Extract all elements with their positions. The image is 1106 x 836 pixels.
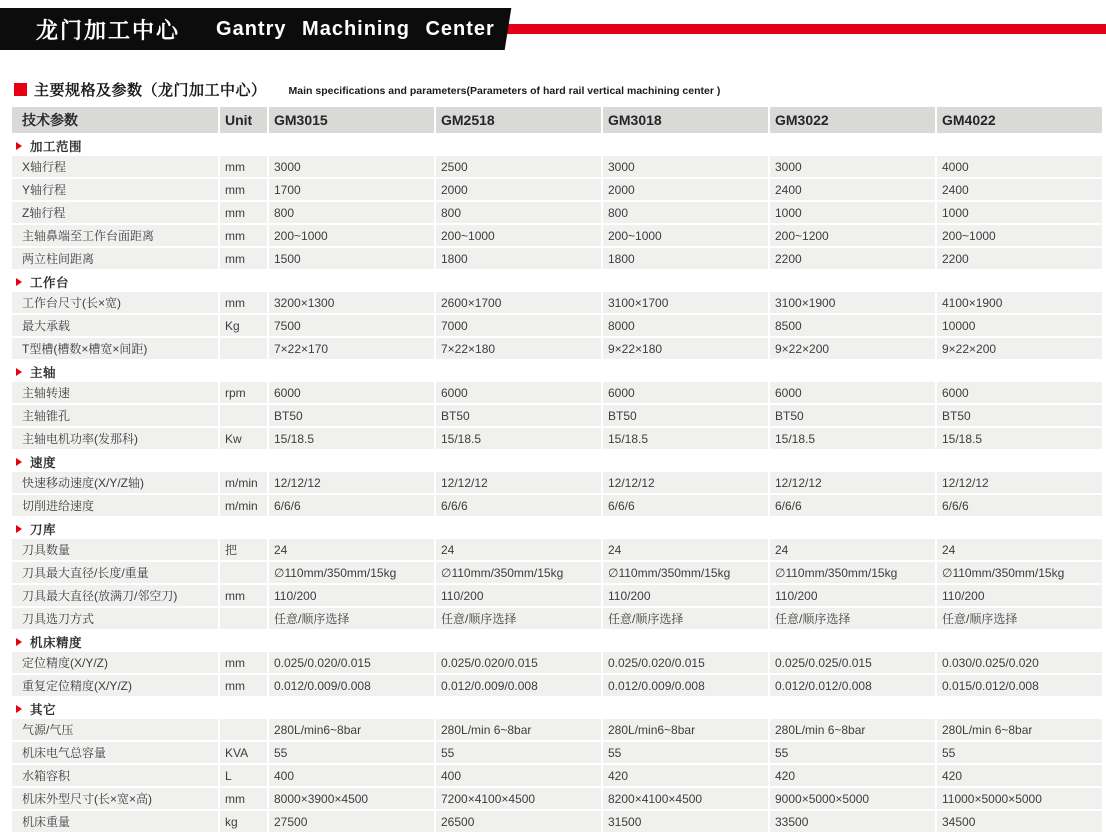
value-cell: 8000×3900×4500 xyxy=(269,788,434,809)
value-cell: 任意/顺序选择 xyxy=(770,608,935,629)
parameter-cell: 定位精度(X/Y/Z) xyxy=(12,652,218,673)
section-row xyxy=(12,361,1102,382)
table-row xyxy=(12,585,1102,606)
section-arrow-icon xyxy=(16,638,22,646)
value-cell: 110/200 xyxy=(603,585,768,606)
unit-cell: m/min xyxy=(220,472,267,493)
unit-cell: 把 xyxy=(220,539,267,560)
value-cell: 110/200 xyxy=(937,585,1102,606)
value-cell: 200~1200 xyxy=(770,225,935,246)
section-title: 其它 xyxy=(30,702,57,717)
value-cell: 9×22×200 xyxy=(770,338,935,359)
value-cell: 6/6/6 xyxy=(603,495,768,516)
value-cell: 7×22×180 xyxy=(436,338,601,359)
value-cell: 6000 xyxy=(603,382,768,403)
value-cell: 24 xyxy=(436,539,601,560)
section-title: 工作台 xyxy=(30,275,70,290)
unit-cell: L xyxy=(220,765,267,786)
value-cell: 800 xyxy=(269,202,434,223)
section-arrow-icon xyxy=(16,525,22,533)
value-cell: 12/12/12 xyxy=(770,472,935,493)
table-row xyxy=(12,156,1102,177)
heading-zh: 主要规格及参数（龙门加工中心） xyxy=(34,82,267,99)
parameter-cell: Y轴行程 xyxy=(12,179,218,200)
parameter-cell: 主轴电机功率(发那科) xyxy=(12,428,218,449)
value-cell: 15/18.5 xyxy=(770,428,935,449)
section-heading xyxy=(14,81,1106,98)
table-row xyxy=(12,562,1102,583)
table-row xyxy=(12,382,1102,403)
unit-cell: Kw xyxy=(220,428,267,449)
value-cell: 15/18.5 xyxy=(937,428,1102,449)
value-cell: 15/18.5 xyxy=(603,428,768,449)
section-row xyxy=(12,135,1102,156)
value-cell: 2000 xyxy=(436,179,601,200)
specifications-table xyxy=(12,107,1102,832)
value-cell: ∅110mm/350mm/15kg xyxy=(436,562,601,583)
table-row xyxy=(12,788,1102,809)
value-cell: 3100×1900 xyxy=(770,292,935,313)
value-cell: 33500 xyxy=(770,811,935,832)
value-cell: ∅110mm/350mm/15kg xyxy=(770,562,935,583)
unit-cell xyxy=(220,562,267,583)
unit-cell: mm xyxy=(220,585,267,606)
value-cell: 2000 xyxy=(603,179,768,200)
value-cell: 280L/min 6~8bar xyxy=(770,719,935,740)
parameter-cell: 机床外型尺寸(长×宽×高) xyxy=(12,788,218,809)
header-model-gm3022: GM3022 xyxy=(770,107,935,133)
value-cell: BT50 xyxy=(770,405,935,426)
value-cell: 55 xyxy=(937,742,1102,763)
table-row xyxy=(12,315,1102,336)
unit-cell: Kg xyxy=(220,315,267,336)
value-cell: 200~1000 xyxy=(937,225,1102,246)
value-cell: 55 xyxy=(603,742,768,763)
table-row xyxy=(12,472,1102,493)
value-cell: BT50 xyxy=(937,405,1102,426)
table-row xyxy=(12,608,1102,629)
table-row xyxy=(12,675,1102,696)
unit-cell xyxy=(220,338,267,359)
unit-cell: mm xyxy=(220,202,267,223)
value-cell: 2200 xyxy=(937,248,1102,269)
header-model-gm3015: GM3015 xyxy=(269,107,434,133)
unit-cell: mm xyxy=(220,248,267,269)
value-cell: 8000 xyxy=(603,315,768,336)
unit-cell: mm xyxy=(220,292,267,313)
value-cell: 0.025/0.020/0.015 xyxy=(269,652,434,673)
value-cell: 9×22×200 xyxy=(937,338,1102,359)
value-cell: 6000 xyxy=(269,382,434,403)
value-cell: 3000 xyxy=(770,156,935,177)
value-cell: 27500 xyxy=(269,811,434,832)
value-cell: 3000 xyxy=(269,156,434,177)
value-cell: 3000 xyxy=(603,156,768,177)
parameter-cell: 刀具最大直径(放满刀/邻空刀) xyxy=(12,585,218,606)
value-cell: 6000 xyxy=(770,382,935,403)
value-cell: 110/200 xyxy=(770,585,935,606)
table-row xyxy=(12,202,1102,223)
value-cell: 2600×1700 xyxy=(436,292,601,313)
value-cell: 11000×5000×5000 xyxy=(937,788,1102,809)
parameter-cell: 最大承载 xyxy=(12,315,218,336)
table-row xyxy=(12,765,1102,786)
value-cell: 280L/min 6~8bar xyxy=(937,719,1102,740)
value-cell: BT50 xyxy=(436,405,601,426)
parameter-cell: 水箱容积 xyxy=(12,765,218,786)
value-cell: 4100×1900 xyxy=(937,292,1102,313)
unit-cell: KVA xyxy=(220,742,267,763)
table-row xyxy=(12,495,1102,516)
red-square-bullet-icon xyxy=(14,83,27,96)
section-arrow-icon xyxy=(16,142,22,150)
value-cell: 420 xyxy=(770,765,935,786)
section-row xyxy=(12,698,1102,719)
parameter-cell: 两立柱间距离 xyxy=(12,248,218,269)
table-row xyxy=(12,811,1102,832)
value-cell: 0.030/0.025/0.020 xyxy=(937,652,1102,673)
value-cell: 200~1000 xyxy=(603,225,768,246)
unit-cell: rpm xyxy=(220,382,267,403)
parameter-cell: 切削进给速度 xyxy=(12,495,218,516)
value-cell: 0.012/0.012/0.008 xyxy=(770,675,935,696)
value-cell: 31500 xyxy=(603,811,768,832)
value-cell: 12/12/12 xyxy=(269,472,434,493)
header-model-gm2518: GM2518 xyxy=(436,107,601,133)
value-cell: 1500 xyxy=(269,248,434,269)
header-model-gm4022: GM4022 xyxy=(937,107,1102,133)
value-cell: 12/12/12 xyxy=(937,472,1102,493)
value-cell: 420 xyxy=(937,765,1102,786)
unit-cell: kg xyxy=(220,811,267,832)
value-cell: 0.025/0.020/0.015 xyxy=(436,652,601,673)
table-row xyxy=(12,539,1102,560)
value-cell: 12/12/12 xyxy=(603,472,768,493)
value-cell: 2500 xyxy=(436,156,601,177)
value-cell: 110/200 xyxy=(436,585,601,606)
section-arrow-icon xyxy=(16,368,22,376)
value-cell: ∅110mm/350mm/15kg xyxy=(603,562,768,583)
banner-title-zh: 龙门加工中心 xyxy=(36,17,181,43)
value-cell: 3100×1700 xyxy=(603,292,768,313)
value-cell: 1000 xyxy=(937,202,1102,223)
section-title: 主轴 xyxy=(30,365,57,380)
value-cell: 6000 xyxy=(436,382,601,403)
value-cell: 800 xyxy=(603,202,768,223)
unit-cell: mm xyxy=(220,225,267,246)
value-cell: 420 xyxy=(603,765,768,786)
heading-en: Main specifications and parameters(Parameters of hard rail vertical machining center ) xyxy=(288,85,721,97)
value-cell: 6/6/6 xyxy=(770,495,935,516)
parameter-cell: 工作台尺寸(长×宽) xyxy=(12,292,218,313)
table-row xyxy=(12,248,1102,269)
value-cell: 1800 xyxy=(603,248,768,269)
section-row xyxy=(12,451,1102,472)
value-cell: 280L/min6~8bar xyxy=(269,719,434,740)
value-cell: 1000 xyxy=(770,202,935,223)
section-arrow-icon xyxy=(16,458,22,466)
parameter-cell: X轴行程 xyxy=(12,156,218,177)
section-arrow-icon xyxy=(16,705,22,713)
value-cell: 7200×4100×4500 xyxy=(436,788,601,809)
value-cell: 34500 xyxy=(937,811,1102,832)
banner-title-en: Gantry Machining Center xyxy=(216,17,495,40)
value-cell: 800 xyxy=(436,202,601,223)
value-cell: ∅110mm/350mm/15kg xyxy=(269,562,434,583)
section-title: 机床精度 xyxy=(30,635,83,650)
parameter-cell: 机床重量 xyxy=(12,811,218,832)
table-row xyxy=(12,338,1102,359)
value-cell: 400 xyxy=(436,765,601,786)
parameter-cell: 重复定位精度(X/Y/Z) xyxy=(12,675,218,696)
table-header-row xyxy=(12,107,1102,133)
value-cell: 7×22×170 xyxy=(269,338,434,359)
value-cell: 24 xyxy=(603,539,768,560)
parameter-cell: 快速移动速度(X/Y/Z轴) xyxy=(12,472,218,493)
value-cell: 9×22×180 xyxy=(603,338,768,359)
table-row xyxy=(12,652,1102,673)
value-cell: 0.025/0.020/0.015 xyxy=(603,652,768,673)
section-title: 加工范围 xyxy=(30,139,83,154)
value-cell: 2200 xyxy=(770,248,935,269)
value-cell: BT50 xyxy=(269,405,434,426)
parameter-cell: 主轴锥孔 xyxy=(12,405,218,426)
value-cell: 15/18.5 xyxy=(269,428,434,449)
value-cell: 7500 xyxy=(269,315,434,336)
value-cell: 2400 xyxy=(937,179,1102,200)
value-cell: 任意/顺序选择 xyxy=(937,608,1102,629)
section-title: 速度 xyxy=(30,455,57,470)
parameter-cell: T型槽(槽数×槽宽×间距) xyxy=(12,338,218,359)
unit-cell: mm xyxy=(220,652,267,673)
value-cell: 24 xyxy=(269,539,434,560)
value-cell: 0.015/0.012/0.008 xyxy=(937,675,1102,696)
value-cell: 55 xyxy=(770,742,935,763)
parameter-cell: 刀具数量 xyxy=(12,539,218,560)
value-cell: 0.025/0.025/0.015 xyxy=(770,652,935,673)
unit-cell xyxy=(220,608,267,629)
table-row xyxy=(12,719,1102,740)
unit-cell: mm xyxy=(220,156,267,177)
value-cell: 0.012/0.009/0.008 xyxy=(603,675,768,696)
value-cell: 200~1000 xyxy=(436,225,601,246)
unit-cell: m/min xyxy=(220,495,267,516)
value-cell: 1800 xyxy=(436,248,601,269)
value-cell: 55 xyxy=(436,742,601,763)
parameter-cell: 刀具选刀方式 xyxy=(12,608,218,629)
value-cell: 任意/顺序选择 xyxy=(603,608,768,629)
value-cell: 4000 xyxy=(937,156,1102,177)
value-cell: 12/12/12 xyxy=(436,472,601,493)
header-model-gm3018: GM3018 xyxy=(603,107,768,133)
unit-cell: mm xyxy=(220,788,267,809)
value-cell: 15/18.5 xyxy=(436,428,601,449)
value-cell: 0.012/0.009/0.008 xyxy=(436,675,601,696)
value-cell: 280L/min6~8bar xyxy=(603,719,768,740)
value-cell: 8200×4100×4500 xyxy=(603,788,768,809)
value-cell: BT50 xyxy=(603,405,768,426)
value-cell: 0.012/0.009/0.008 xyxy=(269,675,434,696)
value-cell: 110/200 xyxy=(269,585,434,606)
value-cell: 6/6/6 xyxy=(937,495,1102,516)
header-parameter: 技术参数 xyxy=(12,107,218,133)
section-arrow-icon xyxy=(16,278,22,286)
value-cell: 9000×5000×5000 xyxy=(770,788,935,809)
value-cell: 1700 xyxy=(269,179,434,200)
value-cell: 10000 xyxy=(937,315,1102,336)
value-cell: 24 xyxy=(937,539,1102,560)
unit-cell xyxy=(220,405,267,426)
section-row xyxy=(12,631,1102,652)
section-row xyxy=(12,518,1102,539)
unit-cell xyxy=(220,719,267,740)
parameter-cell: 刀具最大直径/长度/重量 xyxy=(12,562,218,583)
value-cell: 7000 xyxy=(436,315,601,336)
value-cell: ∅110mm/350mm/15kg xyxy=(937,562,1102,583)
red-stripe-decoration xyxy=(495,24,1106,34)
table-row xyxy=(12,405,1102,426)
value-cell: 任意/顺序选择 xyxy=(269,608,434,629)
page-banner xyxy=(0,0,1106,62)
value-cell: 6000 xyxy=(937,382,1102,403)
table-row xyxy=(12,742,1102,763)
parameter-cell: 气源/气压 xyxy=(12,719,218,740)
value-cell: 26500 xyxy=(436,811,601,832)
parameter-cell: 机床电气总容量 xyxy=(12,742,218,763)
table-row xyxy=(12,179,1102,200)
table-row xyxy=(12,428,1102,449)
value-cell: 200~1000 xyxy=(269,225,434,246)
value-cell: 280L/min 6~8bar xyxy=(436,719,601,740)
value-cell: 24 xyxy=(770,539,935,560)
value-cell: 400 xyxy=(269,765,434,786)
table-row xyxy=(12,225,1102,246)
value-cell: 8500 xyxy=(770,315,935,336)
value-cell: 6/6/6 xyxy=(436,495,601,516)
parameter-cell: 主轴转速 xyxy=(12,382,218,403)
table-row xyxy=(12,292,1102,313)
value-cell: 6/6/6 xyxy=(269,495,434,516)
value-cell: 任意/顺序选择 xyxy=(436,608,601,629)
unit-cell: mm xyxy=(220,675,267,696)
parameter-cell: Z轴行程 xyxy=(12,202,218,223)
value-cell: 2400 xyxy=(770,179,935,200)
header-unit: Unit xyxy=(220,107,267,133)
value-cell: 55 xyxy=(269,742,434,763)
section-title: 刀库 xyxy=(30,522,57,537)
section-row xyxy=(12,271,1102,292)
unit-cell: mm xyxy=(220,179,267,200)
value-cell: 3200×1300 xyxy=(269,292,434,313)
parameter-cell: 主轴鼻端至工作台面距离 xyxy=(12,225,218,246)
